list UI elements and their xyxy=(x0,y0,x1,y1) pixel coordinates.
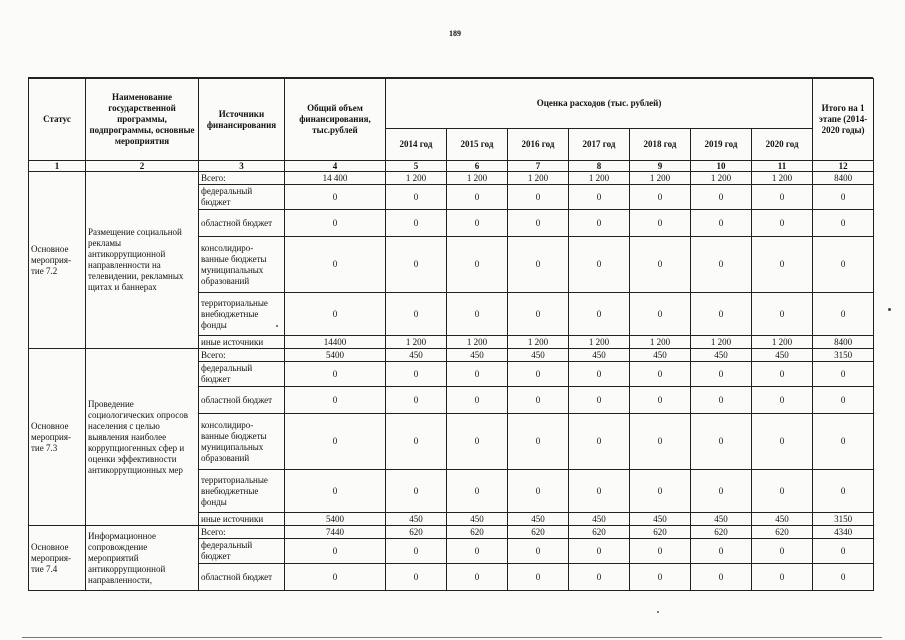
year-value: 620 xyxy=(752,526,813,539)
column-number: 1 xyxy=(29,161,86,172)
stage-total-value: 0 xyxy=(813,564,874,591)
header-year: 2018 год xyxy=(630,129,691,161)
year-value: 0 xyxy=(447,387,508,414)
year-value: 1 200 xyxy=(569,172,630,185)
year-value: 0 xyxy=(508,210,569,237)
total-funding-value: 0 xyxy=(285,414,386,470)
year-value: 0 xyxy=(447,293,508,336)
year-value: 0 xyxy=(508,293,569,336)
column-number: 9 xyxy=(630,161,691,172)
year-value: 450 xyxy=(569,513,630,526)
stage-total-value: 8400 xyxy=(813,336,874,349)
year-value: 0 xyxy=(569,293,630,336)
year-value: 0 xyxy=(691,387,752,414)
funding-source: федеральный бюджет xyxy=(199,362,285,387)
stage-total-value: 0 xyxy=(813,387,874,414)
stage-total-value: 0 xyxy=(813,293,874,336)
total-funding-value: 0 xyxy=(285,564,386,591)
year-value: 450 xyxy=(691,349,752,362)
year-value: 0 xyxy=(508,237,569,293)
year-value: 0 xyxy=(691,237,752,293)
total-funding-value: 14 400 xyxy=(285,172,386,185)
header-year: 2019 год xyxy=(691,129,752,161)
year-value: 1 200 xyxy=(508,172,569,185)
year-value: 0 xyxy=(569,470,630,513)
year-value: 0 xyxy=(447,185,508,210)
year-value: 1 200 xyxy=(447,172,508,185)
year-value: 0 xyxy=(386,293,447,336)
year-value: 0 xyxy=(630,387,691,414)
measure-name: Проведение социологических опросов населения с целью выявления наиболее коррупциогенных сфер и оценки эффективности антикоррупционных мер xyxy=(86,349,199,526)
year-value: 0 xyxy=(691,210,752,237)
year-value: 0 xyxy=(691,414,752,470)
stage-total-value: 3150 xyxy=(813,513,874,526)
year-value: 0 xyxy=(447,362,508,387)
year-value: 0 xyxy=(569,210,630,237)
column-number: 7 xyxy=(508,161,569,172)
year-value: 0 xyxy=(569,564,630,591)
column-number: 6 xyxy=(447,161,508,172)
year-value: 0 xyxy=(752,293,813,336)
header-expense-estimate: Оценка расходов (тыс. рублей) xyxy=(386,79,813,129)
year-value: 0 xyxy=(386,539,447,564)
column-number: 11 xyxy=(752,161,813,172)
funding-source: иные источники xyxy=(199,513,285,526)
header-status: Статус xyxy=(29,79,86,161)
year-value: 450 xyxy=(569,349,630,362)
year-value: 0 xyxy=(569,237,630,293)
stage-total-value: 0 xyxy=(813,237,874,293)
header-year: 2017 год xyxy=(569,129,630,161)
column-number: 8 xyxy=(569,161,630,172)
header-year: 2020 год xyxy=(752,129,813,161)
year-value: 450 xyxy=(752,513,813,526)
funding-source: территориальные внебюджетные фонды xyxy=(199,293,285,336)
year-value: 620 xyxy=(691,526,752,539)
year-value: 0 xyxy=(386,387,447,414)
measure-name: Размещение социальной рекламы антикоррупционной направленности на телевидении, рекламных щитах и баннерах xyxy=(86,172,199,349)
funding-source: Всего: xyxy=(199,172,285,185)
total-funding-value: 0 xyxy=(285,387,386,414)
column-number-row xyxy=(29,161,874,172)
year-value: 1 200 xyxy=(386,172,447,185)
year-value: 620 xyxy=(508,526,569,539)
funding-source: областной бюджет xyxy=(199,210,285,237)
stage-total-value: 0 xyxy=(813,362,874,387)
header-program-name: Наименование государственной программы, подпрограммы, основные мероприятия xyxy=(86,79,199,161)
total-funding-value: 0 xyxy=(285,185,386,210)
total-funding-value: 0 xyxy=(285,539,386,564)
stage-total-value: 0 xyxy=(813,185,874,210)
year-value: 0 xyxy=(386,564,447,591)
bottom-border-line xyxy=(22,637,882,638)
year-value: 0 xyxy=(691,293,752,336)
year-value: 0 xyxy=(752,387,813,414)
year-value: 0 xyxy=(752,539,813,564)
year-value: 620 xyxy=(630,526,691,539)
year-value: 450 xyxy=(630,513,691,526)
year-value: 0 xyxy=(630,210,691,237)
column-number: 5 xyxy=(386,161,447,172)
year-value: 1 200 xyxy=(386,336,447,349)
column-number: 10 xyxy=(691,161,752,172)
year-value: 1 200 xyxy=(630,336,691,349)
year-value: 0 xyxy=(447,539,508,564)
year-value: 1 200 xyxy=(508,336,569,349)
year-value: 0 xyxy=(752,564,813,591)
year-value: 0 xyxy=(569,387,630,414)
year-value: 0 xyxy=(630,539,691,564)
header-stage-total: Итого на 1 этапе (2014-2020 годы) xyxy=(813,79,874,161)
year-value: 1 200 xyxy=(691,172,752,185)
year-value: 1 200 xyxy=(691,336,752,349)
year-value: 0 xyxy=(508,414,569,470)
year-value: 0 xyxy=(386,470,447,513)
stage-total-value: 0 xyxy=(813,470,874,513)
year-value: 0 xyxy=(386,210,447,237)
year-value: 450 xyxy=(386,513,447,526)
measure-status: Основное мероприя- тие 7.4 xyxy=(29,526,86,591)
year-value: 0 xyxy=(508,387,569,414)
year-value: 0 xyxy=(691,185,752,210)
year-value: 450 xyxy=(447,513,508,526)
year-value: 0 xyxy=(447,470,508,513)
year-value: 620 xyxy=(569,526,630,539)
year-value: 450 xyxy=(508,349,569,362)
stage-total-value: 0 xyxy=(813,539,874,564)
year-value: 450 xyxy=(386,349,447,362)
page-number: 189 xyxy=(449,29,461,38)
year-value: 0 xyxy=(691,539,752,564)
header-funding-sources: Источники финансирования xyxy=(199,79,285,161)
column-number: 4 xyxy=(285,161,386,172)
table-row xyxy=(29,526,874,539)
year-value: 450 xyxy=(752,349,813,362)
stage-total-value: 4340 xyxy=(813,526,874,539)
year-value: 0 xyxy=(386,237,447,293)
stage-total-value: 8400 xyxy=(813,172,874,185)
measure-name: Информационное сопровождение мероприятий антикоррупционной направленности, xyxy=(86,526,199,591)
year-value: 1 200 xyxy=(630,172,691,185)
year-value: 0 xyxy=(691,362,752,387)
funding-source: областной бюджет xyxy=(199,387,285,414)
year-value: 0 xyxy=(386,362,447,387)
year-value: 0 xyxy=(752,414,813,470)
year-value: 0 xyxy=(569,185,630,210)
scan-speck xyxy=(888,308,891,311)
scan-speck xyxy=(276,325,278,327)
measure-status: Основное мероприя- тие 7.2 xyxy=(29,172,86,349)
column-number: 12 xyxy=(813,161,874,172)
year-value: 0 xyxy=(752,237,813,293)
total-funding-value: 0 xyxy=(285,237,386,293)
column-number: 3 xyxy=(199,161,285,172)
year-value: 0 xyxy=(691,470,752,513)
year-value: 0 xyxy=(752,210,813,237)
year-value: 0 xyxy=(630,185,691,210)
year-value: 0 xyxy=(752,185,813,210)
year-value: 1 200 xyxy=(752,172,813,185)
funding-source: областной бюджет xyxy=(199,564,285,591)
funding-source: Всего: xyxy=(199,349,285,362)
year-value: 0 xyxy=(508,470,569,513)
total-funding-value: 0 xyxy=(285,210,386,237)
funding-source: Всего: xyxy=(199,526,285,539)
expense-estimate-table xyxy=(28,78,874,591)
year-value: 0 xyxy=(508,362,569,387)
total-funding-value: 5400 xyxy=(285,513,386,526)
funding-source: федеральный бюджет xyxy=(199,185,285,210)
year-value: 1 200 xyxy=(752,336,813,349)
funding-source: консолидиро- ванные бюджеты муниципальных образований xyxy=(199,414,285,470)
total-funding-value: 7440 xyxy=(285,526,386,539)
header-year: 2016 год xyxy=(508,129,569,161)
stage-total-value: 3150 xyxy=(813,349,874,362)
table-row xyxy=(29,349,874,362)
year-value: 0 xyxy=(630,237,691,293)
year-value: 0 xyxy=(630,414,691,470)
year-value: 0 xyxy=(447,414,508,470)
measure-status: Основное мероприя- тие 7.3 xyxy=(29,349,86,526)
year-value: 0 xyxy=(630,564,691,591)
table-row xyxy=(29,172,874,185)
year-value: 0 xyxy=(752,362,813,387)
total-funding-value: 0 xyxy=(285,470,386,513)
year-value: 0 xyxy=(569,414,630,470)
scan-speck xyxy=(657,611,659,613)
year-value: 0 xyxy=(630,293,691,336)
year-value: 450 xyxy=(691,513,752,526)
year-value: 0 xyxy=(569,539,630,564)
year-value: 0 xyxy=(508,564,569,591)
year-value: 0 xyxy=(691,564,752,591)
year-value: 0 xyxy=(508,539,569,564)
year-value: 1 200 xyxy=(569,336,630,349)
year-value: 450 xyxy=(447,349,508,362)
year-value: 0 xyxy=(508,185,569,210)
header-total-funding: Общий объем финансирования, тыс.рублей xyxy=(285,79,386,161)
column-number: 2 xyxy=(86,161,199,172)
funding-source: иные источники xyxy=(199,336,285,349)
year-value: 0 xyxy=(447,210,508,237)
year-value: 0 xyxy=(630,362,691,387)
year-value: 450 xyxy=(508,513,569,526)
year-value: 0 xyxy=(569,362,630,387)
funding-source: консолидиро- ванные бюджеты муниципальных образований xyxy=(199,237,285,293)
year-value: 1 200 xyxy=(447,336,508,349)
year-value: 0 xyxy=(447,237,508,293)
header-year: 2015 год xyxy=(447,129,508,161)
header-year: 2014 год xyxy=(386,129,447,161)
funding-source: территориальные внебюджетные фонды xyxy=(199,470,285,513)
year-value: 0 xyxy=(386,185,447,210)
year-value: 0 xyxy=(752,470,813,513)
total-funding-value: 0 xyxy=(285,293,386,336)
year-value: 450 xyxy=(630,349,691,362)
year-value: 0 xyxy=(630,470,691,513)
year-value: 0 xyxy=(447,564,508,591)
year-value: 620 xyxy=(386,526,447,539)
funding-source: федеральный бюджет xyxy=(199,539,285,564)
year-value: 0 xyxy=(386,414,447,470)
stage-total-value: 0 xyxy=(813,414,874,470)
total-funding-value: 5400 xyxy=(285,349,386,362)
total-funding-value: 14400 xyxy=(285,336,386,349)
stage-total-value: 0 xyxy=(813,210,874,237)
total-funding-value: 0 xyxy=(285,362,386,387)
year-value: 620 xyxy=(447,526,508,539)
